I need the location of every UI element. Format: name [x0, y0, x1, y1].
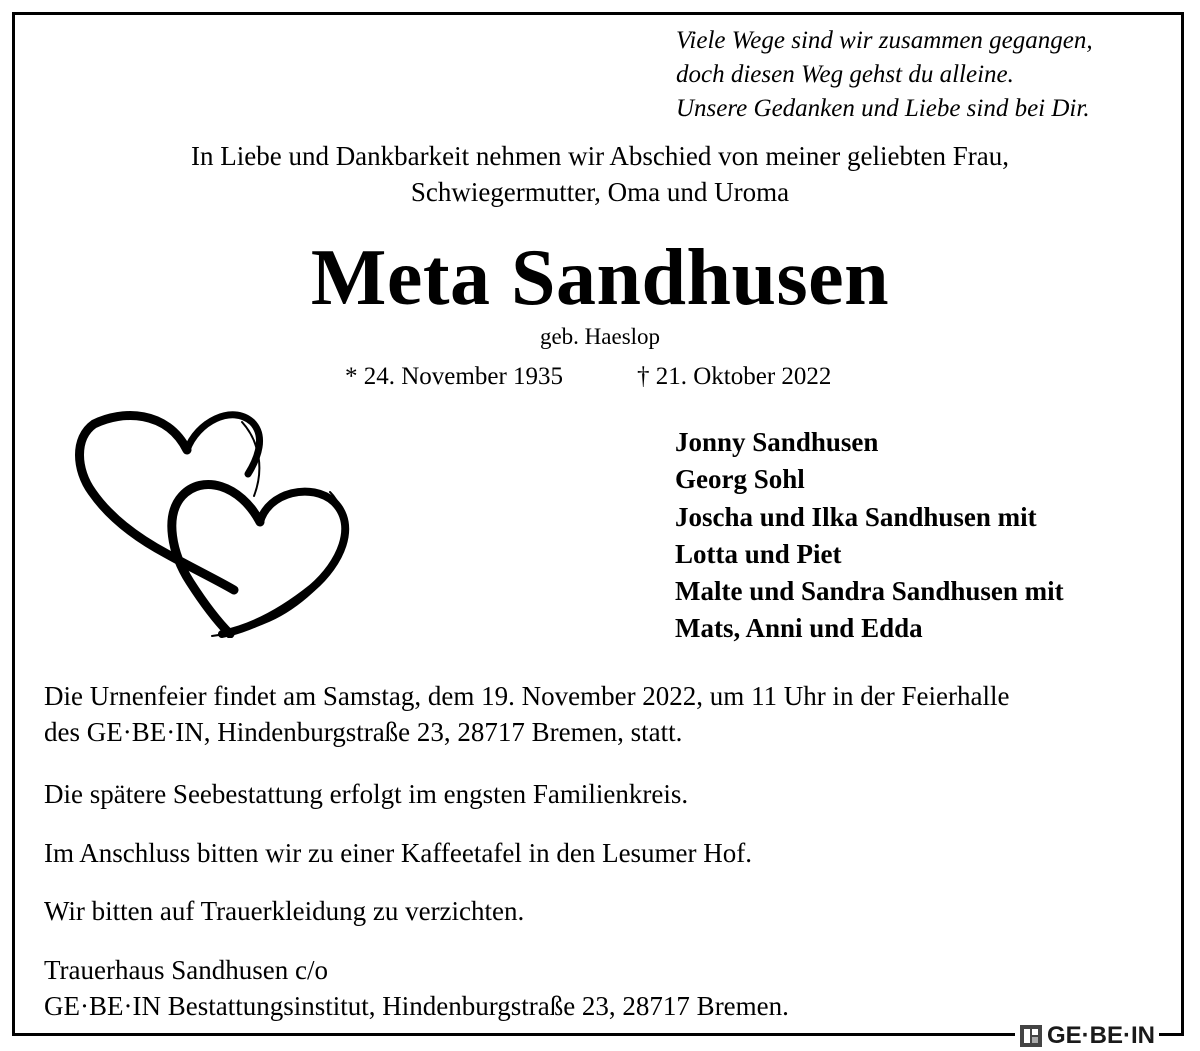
heart-left-top-stroke	[187, 415, 260, 474]
poem	[676, 24, 1093, 126]
poem-line-2: doch diesen Weg gehst du alleine.	[676, 61, 1014, 88]
gebein-logo-text: GE·BE·IN	[1047, 1022, 1155, 1049]
sea-burial-notice: Die spätere Seebestattung erfolgt im engsten Familienkreis.	[44, 779, 689, 809]
mourners-list	[675, 424, 1064, 648]
deceased-name: Meta Sandhusen	[310, 234, 890, 322]
poem-line-3: Unsere Gedanken und Liebe sind bei Dir.	[676, 95, 1090, 122]
mourner-item: Malte und Sandra Sandhusen mit	[675, 576, 1064, 607]
coffee-notice: Im Anschluss bitten wir zu einer Kaffeetafel in den Lesumer Hof.	[44, 838, 753, 868]
heart-left-stroke	[80, 416, 235, 590]
ceremony-line-1: Die Urnenfeier findet am Samstag, dem 19. November 2022, um 11 Uhr in der Feierhalle	[44, 681, 1010, 711]
poem-line-1: Viele Wege sind wir zusammen gegangen,	[676, 27, 1093, 54]
intro-line-1: In Liebe und Dankbarkeit nehmen wir Abschied von meiner geliebten Frau,	[190, 141, 1009, 171]
intro-line-2: Schwiegermutter, Oma und Uroma	[410, 177, 790, 207]
mourner-item: Lotta und Piet	[675, 538, 842, 569]
mourner-item: Joscha und Ilka Sandhusen mit	[675, 501, 1037, 532]
birth-date: * 24. November 1935	[345, 363, 564, 390]
address-line-2: GE·BE·IN Bestattungsinstitut, Hindenburgstraße 23, 28717 Bremen.	[44, 991, 789, 1021]
gebein-logo	[1015, 1022, 1159, 1050]
mourner-item: Georg Sohl	[675, 464, 805, 495]
mourner-item: Mats, Anni und Edda	[675, 613, 923, 644]
address-line-1: Trauerhaus Sandhusen c/o	[44, 955, 328, 985]
dress-notice: Wir bitten auf Trauerkleidung zu verzichten.	[44, 896, 525, 926]
ceremony-notice	[44, 678, 1009, 750]
born-name: geb. Haeslop	[539, 324, 661, 349]
mourner-item: Jonny Sandhusen	[675, 427, 879, 457]
ceremony-line-2: des GE·BE·IN, Hindenburgstraße 23, 28717 Bremen, statt.	[44, 717, 683, 747]
two-hearts-icon	[72, 392, 362, 638]
address-block	[44, 952, 789, 1024]
gebein-logo-icon	[1019, 1024, 1043, 1048]
death-date: † 21. Oktober 2022	[637, 363, 832, 390]
